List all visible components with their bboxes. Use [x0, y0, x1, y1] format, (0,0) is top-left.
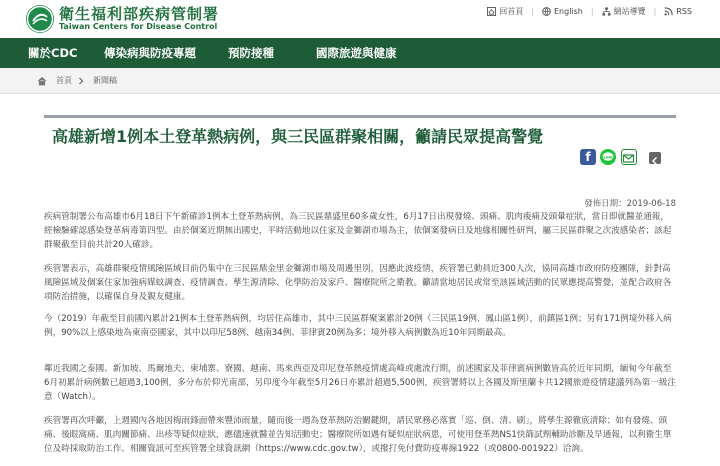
rss-link[interactable]: [664, 7, 692, 16]
home-icon: [487, 7, 496, 16]
breadcrumb: [0, 68, 720, 94]
article-paragraph-4: 鄰近我國之泰國、新加坡、馬爾地夫、柬埔寨、寮國、越南、馬來西亞及印尼登革熱疫情處高峰或處流行期，前述國家及菲律賓病例數皆高於近年同期，緬甸今年截至6月初累計病例數已超過3,100例，多分布於仰光南部，另印度今年截至5月26日亦累計超過5,500例，疾管署將以上各國及斯里蘭卡共12國旅遊疫情建議列為第一級注意（Watch）。: [44, 364, 677, 402]
nav-infectious-diseases[interactable]: 傳染病與防疫專題: [104, 46, 196, 60]
home-link[interactable]: [487, 6, 523, 17]
cdc-logo[interactable]: [26, 5, 54, 33]
top-links: [487, 6, 692, 17]
home-link-label: 回首頁: [499, 7, 524, 16]
sitemap-icon: [602, 7, 611, 16]
svg-text:LINE: LINE: [603, 155, 613, 160]
main-nav: [0, 38, 720, 68]
divider: |: [531, 7, 534, 16]
site-header: [0, 0, 720, 38]
english-link-label: English: [553, 7, 583, 16]
nav-vaccination[interactable]: 預防接種: [228, 46, 274, 60]
breadcrumb-home[interactable]: 首頁: [56, 76, 72, 85]
facebook-share-button[interactable]: [580, 149, 596, 165]
article-paragraph-2: 疾管署表示，高雄群聚疫情風險區域目前仍集中在三民區鼎金里金獅湖市場及周邊里別，因應此波疫情，疾管署已動員近300人次，協同高雄市政府防疫團隊，針對高風險區域及個案住家加強病媒蚊調查、疫情調查、孳生源清除、化學防治及家戶、醫療院所之衛教。籲請當地居民或常至該區域活動的民眾應提高警覺，並配合政府各項防治措施，以確保自身及親友健康。: [44, 264, 672, 302]
rss-icon: [664, 7, 673, 16]
site-subtitle: Taiwan Centers for Disease Control: [59, 22, 218, 31]
sitemap-link-label: 網站導覽: [613, 7, 646, 16]
sitemap-link[interactable]: [602, 6, 646, 17]
nav-travel-health[interactable]: 國際旅遊與健康: [316, 46, 397, 60]
facebook-icon: f: [585, 150, 591, 164]
arrow-left-icon: [649, 155, 661, 167]
divider: |: [653, 7, 657, 16]
publish-date: 發佈日期：2019-06-18: [584, 199, 676, 209]
article-paragraph-1: 疾病管制署公布高雄市6月18日下午新確診1例本土登革熱病例，為三民區鼎盛里60多歲女性，6月17日出現發燒、頭痛、肌肉痠痛及頭暈症狀，當日即就醫並通報，經檢驗確認感染登革病毒第四型。由於個案近期無出國史，平時活動地以住家及金獅湖市場為主，依個案發病日及地緣相關性研判，屬三民區群聚之次波感染者；該起群聚截至目前共計20人確診。: [44, 212, 672, 250]
home-icon[interactable]: [37, 76, 47, 86]
back-button[interactable]: [649, 152, 661, 164]
mail-icon: [622, 152, 635, 165]
divider: |: [590, 7, 594, 16]
globe-icon: [542, 7, 551, 16]
rss-link-label: RSS: [676, 7, 692, 16]
line-share-button[interactable]: [600, 149, 616, 165]
article-paragraph-3: 今（2019）年截至目前國內累計21例本土登革熱病例，均居住高雄市，其中三民區群聚案累計20例（三民區19例、鳳山區1例），前鎮區1例；另有171例境外移入病例，90%以上感染地為東南亞國家，其中以印尼58例、越南34例、菲律賓20例為多；境外移入病例數為近10年同期最高。: [44, 314, 672, 338]
english-link[interactable]: [542, 7, 583, 16]
article-title: 高雄新增1例本土登革熱病例，與三民區群聚相關，籲請民眾提高警覺: [52, 127, 544, 146]
breadcrumb-current[interactable]: 新聞稿: [93, 76, 117, 85]
line-icon: [600, 149, 616, 165]
article-paragraph-5: 疾管署再次呼籲，上週國內各地因梅雨鋒面帶來豐沛雨量，隨而後一週為登革熱防治關鍵期，請民眾務必落實「巡、倒、清、刷」，將孳生源徹底清除；如有發燒、頭痛、後眼窩痛、肌肉關節痛、出疹等疑似症狀，應儘速就醫並告知活動史；醫療院所如遇有疑似症狀病患，可使用登革熱NS1快篩試劑輔助診斷及早通報，以利衛生單位及時採取防治工作。相關資訊可至疾管署全球資訊網（https://www.cdc.gov.tw），或撥打免付費防疫專線1922（或0800-001922）洽詢。: [44, 416, 672, 454]
nav-about-cdc[interactable]: 關於CDC: [28, 46, 78, 60]
email-share-button[interactable]: [621, 149, 637, 165]
chevron-right-icon: [77, 77, 85, 85]
site-title[interactable]: 衛生福利部疾病管制署: [59, 5, 220, 23]
